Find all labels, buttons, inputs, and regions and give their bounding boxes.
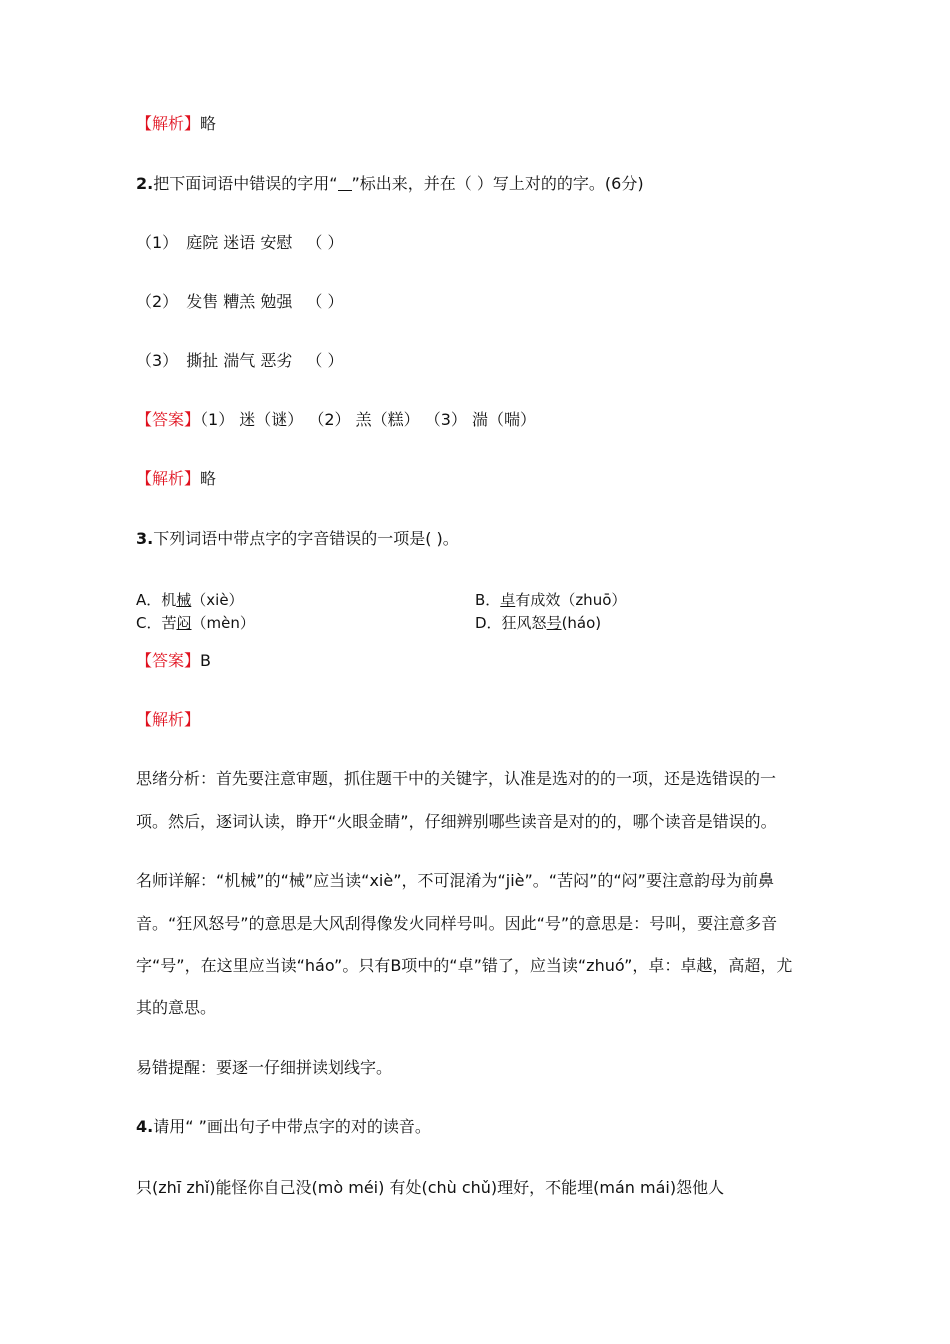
q3-para2-line1: 名师详解：“机械”的“械”应当读“xiè”，不可混淆为“jiè”。“苦闷”的“闷”要注意韵母为前鼻 — [136, 871, 774, 890]
answer-blank: （ ） — [306, 292, 344, 311]
q2-stem — [136, 173, 644, 195]
q2-item-2 — [136, 291, 343, 313]
q3-para2-line4: 其的意思。 — [136, 998, 217, 1017]
item-words: 撕扯 湍气 恶劣 — [186, 351, 293, 370]
dotted-char: 号 — [546, 614, 562, 632]
q3-option-b — [475, 590, 626, 610]
q2-item-3 — [136, 350, 343, 372]
q2-stem-part-b: ”标出来，并在（ ）写上对的的字。(6分) — [351, 174, 644, 193]
q3-option-d — [475, 613, 601, 633]
q3-para1-line2: 项。然后，逐词认读，睁开“火眼金睛”，仔细辨别哪些读音是对的的，哪个读音是错误的。 — [136, 812, 777, 831]
item-number: （2） — [136, 292, 179, 311]
underline-mark — [338, 176, 352, 191]
q2-answer — [136, 409, 536, 431]
q3-option-c — [136, 613, 255, 633]
dotted-char: 闷 — [176, 614, 192, 632]
option-prefix: B． — [475, 591, 501, 609]
q3-para2-line2: 音。“狂风怒号”的意思是大风刮得像发火同样号叫。因此“号”的意思是：号叫，要注意多音 — [136, 914, 778, 933]
item-number: （3） — [136, 351, 179, 370]
analysis-tag: 【解析】 — [136, 710, 201, 729]
answer-text: B — [200, 651, 211, 670]
option-suffix: （xiè） — [191, 591, 244, 609]
option-suffix: (háo) — [561, 614, 602, 632]
option-suffix: （mèn） — [191, 614, 255, 632]
analysis-tag: 【解析】 — [136, 469, 201, 488]
q3-analysis-heading — [136, 709, 200, 731]
item-number: （1） — [136, 233, 179, 252]
q2-item-1 — [136, 232, 343, 254]
option-prefix: C．苦 — [136, 614, 177, 632]
analysis-text: 略 — [200, 469, 217, 488]
analysis-text: 略 — [200, 114, 217, 133]
answer-text: （1） 迷（谜） （2） 羔（糕） （3） 湍（喘） — [200, 410, 536, 429]
analysis-tag: 【解析】 — [136, 114, 201, 133]
q2-analysis — [136, 468, 216, 490]
q3-stem — [136, 528, 459, 550]
q4-sentence: 只(zhī zhǐ)能怪你自己没(mò méi) 有处(chù chǔ)理好，不能埋(mán mái)怨他人 — [136, 1178, 725, 1197]
q4-stem-text: 请用“ ”画出句子中带点字的对的读音。 — [153, 1117, 431, 1136]
option-suffix: 有成效（zhuō） — [515, 591, 627, 609]
dotted-char: 械 — [176, 591, 192, 609]
item-words: 发售 糟羔 勉强 — [186, 292, 293, 311]
answer-tag: 【答案】 — [136, 651, 201, 670]
answer-blank: （ ） — [306, 351, 344, 370]
question-number: 4. — [136, 1117, 154, 1136]
dotted-char: 卓 — [500, 591, 516, 609]
q2-stem-part-a: 把下面词语中错误的字用“ — [153, 174, 338, 193]
q3-para1-line1: 思绪分析：首先要注意审题，抓住题干中的关键字，认准是选对的的一项，还是选错误的一 — [136, 769, 777, 788]
question-number: 2. — [136, 174, 154, 193]
q3-para3: 易错提醒：要逐一仔细拼读划线字。 — [136, 1058, 393, 1077]
q4-stem — [136, 1116, 431, 1138]
answer-tag: 【答案】 — [136, 410, 201, 429]
question-number: 3. — [136, 529, 154, 548]
q3-option-a — [136, 590, 244, 610]
answer-blank: （ ） — [306, 233, 344, 252]
q3-para2-line3: 字“号”，在这里应当读“háo”。只有B项中的“卓”错了，应当读“zhuó”，卓：卓越，高超，尤 — [136, 956, 793, 975]
q3-stem-text: 下列词语中带点字的字音错误的一项是( )。 — [153, 529, 459, 548]
option-prefix: A．机 — [136, 591, 177, 609]
option-prefix: D．狂风怒 — [475, 614, 547, 632]
item-words: 庭院 迷语 安慰 — [186, 233, 293, 252]
q3-answer — [136, 650, 211, 672]
q1-analysis — [136, 113, 216, 135]
